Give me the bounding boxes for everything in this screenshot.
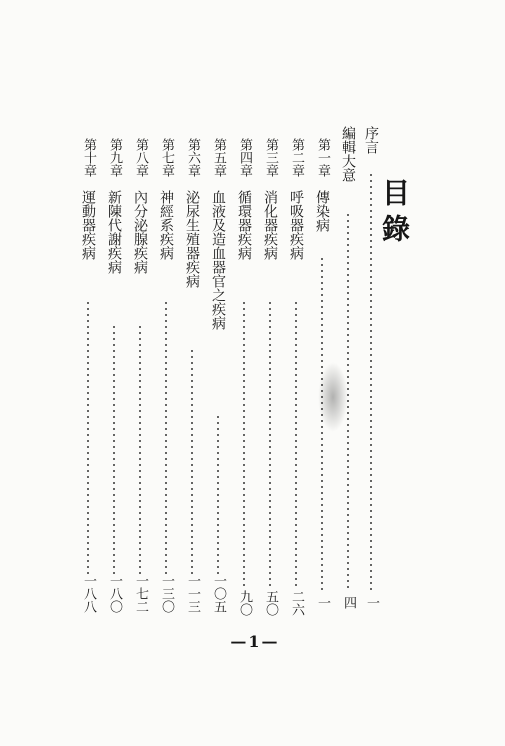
- entry-page: 一八八: [81, 574, 96, 613]
- entry-name: 新陳代謝疾病: [106, 190, 122, 274]
- leader-dots: [139, 324, 141, 574]
- entry-page: 一: [315, 596, 330, 609]
- entry-page: 九〇: [237, 590, 252, 616]
- ink-smudge: [318, 362, 348, 432]
- entry-chapter: 第一章: [315, 138, 330, 177]
- entry-name: 內分泌腺疾病: [132, 190, 148, 274]
- entry-name: 呼吸器疾病: [288, 190, 304, 260]
- entry-chapter: 第七章: [159, 138, 174, 177]
- leader-dots: [370, 172, 372, 592]
- page-number: —1—: [230, 632, 280, 651]
- entry-name: 血液及造血器官之疾病: [210, 190, 226, 330]
- entry-chapter: 第十章: [81, 138, 96, 177]
- leader-dots: [269, 300, 271, 586]
- leader-dots: [191, 348, 193, 574]
- page-title: 目錄: [378, 178, 411, 250]
- leader-dots: [87, 300, 89, 574]
- entry-page: 二六: [289, 590, 304, 616]
- entry-chapter: 第八章: [133, 138, 148, 177]
- entry-name: 傳染病: [314, 190, 330, 232]
- entry-name: 序言: [363, 126, 379, 154]
- entry-name: 神經系疾病: [158, 190, 174, 260]
- entry-page: 四: [341, 596, 356, 609]
- leader-dots: [217, 414, 219, 574]
- leader-dots: [295, 300, 297, 586]
- leader-dots: [165, 300, 167, 574]
- entry-page: 一八〇: [107, 574, 122, 613]
- entry-chapter: 第五章: [211, 138, 226, 177]
- entry-chapter: 第九章: [107, 138, 122, 177]
- entry-chapter: 第三章: [263, 138, 278, 177]
- entry-page: 一一三: [185, 574, 200, 613]
- entry-name: 循環器疾病: [236, 190, 252, 260]
- leader-dots: [113, 324, 115, 574]
- entry-name: 消化器疾病: [262, 190, 278, 260]
- entry-name: 運動器疾病: [80, 190, 96, 260]
- entry-name: 泌尿生殖器疾病: [184, 190, 200, 288]
- entry-page: 五〇: [263, 590, 278, 616]
- entry-name: 編輯大意: [340, 126, 356, 182]
- entry-page: 一七二: [133, 574, 148, 613]
- leader-dots: [243, 300, 245, 586]
- entry-page: 一三〇: [159, 574, 174, 613]
- entry-page: 一: [364, 596, 379, 609]
- entry-chapter: 第二章: [289, 138, 304, 177]
- entry-page: 一〇五: [211, 574, 226, 613]
- entry-chapter: 第六章: [185, 138, 200, 177]
- entry-chapter: 第四章: [237, 138, 252, 177]
